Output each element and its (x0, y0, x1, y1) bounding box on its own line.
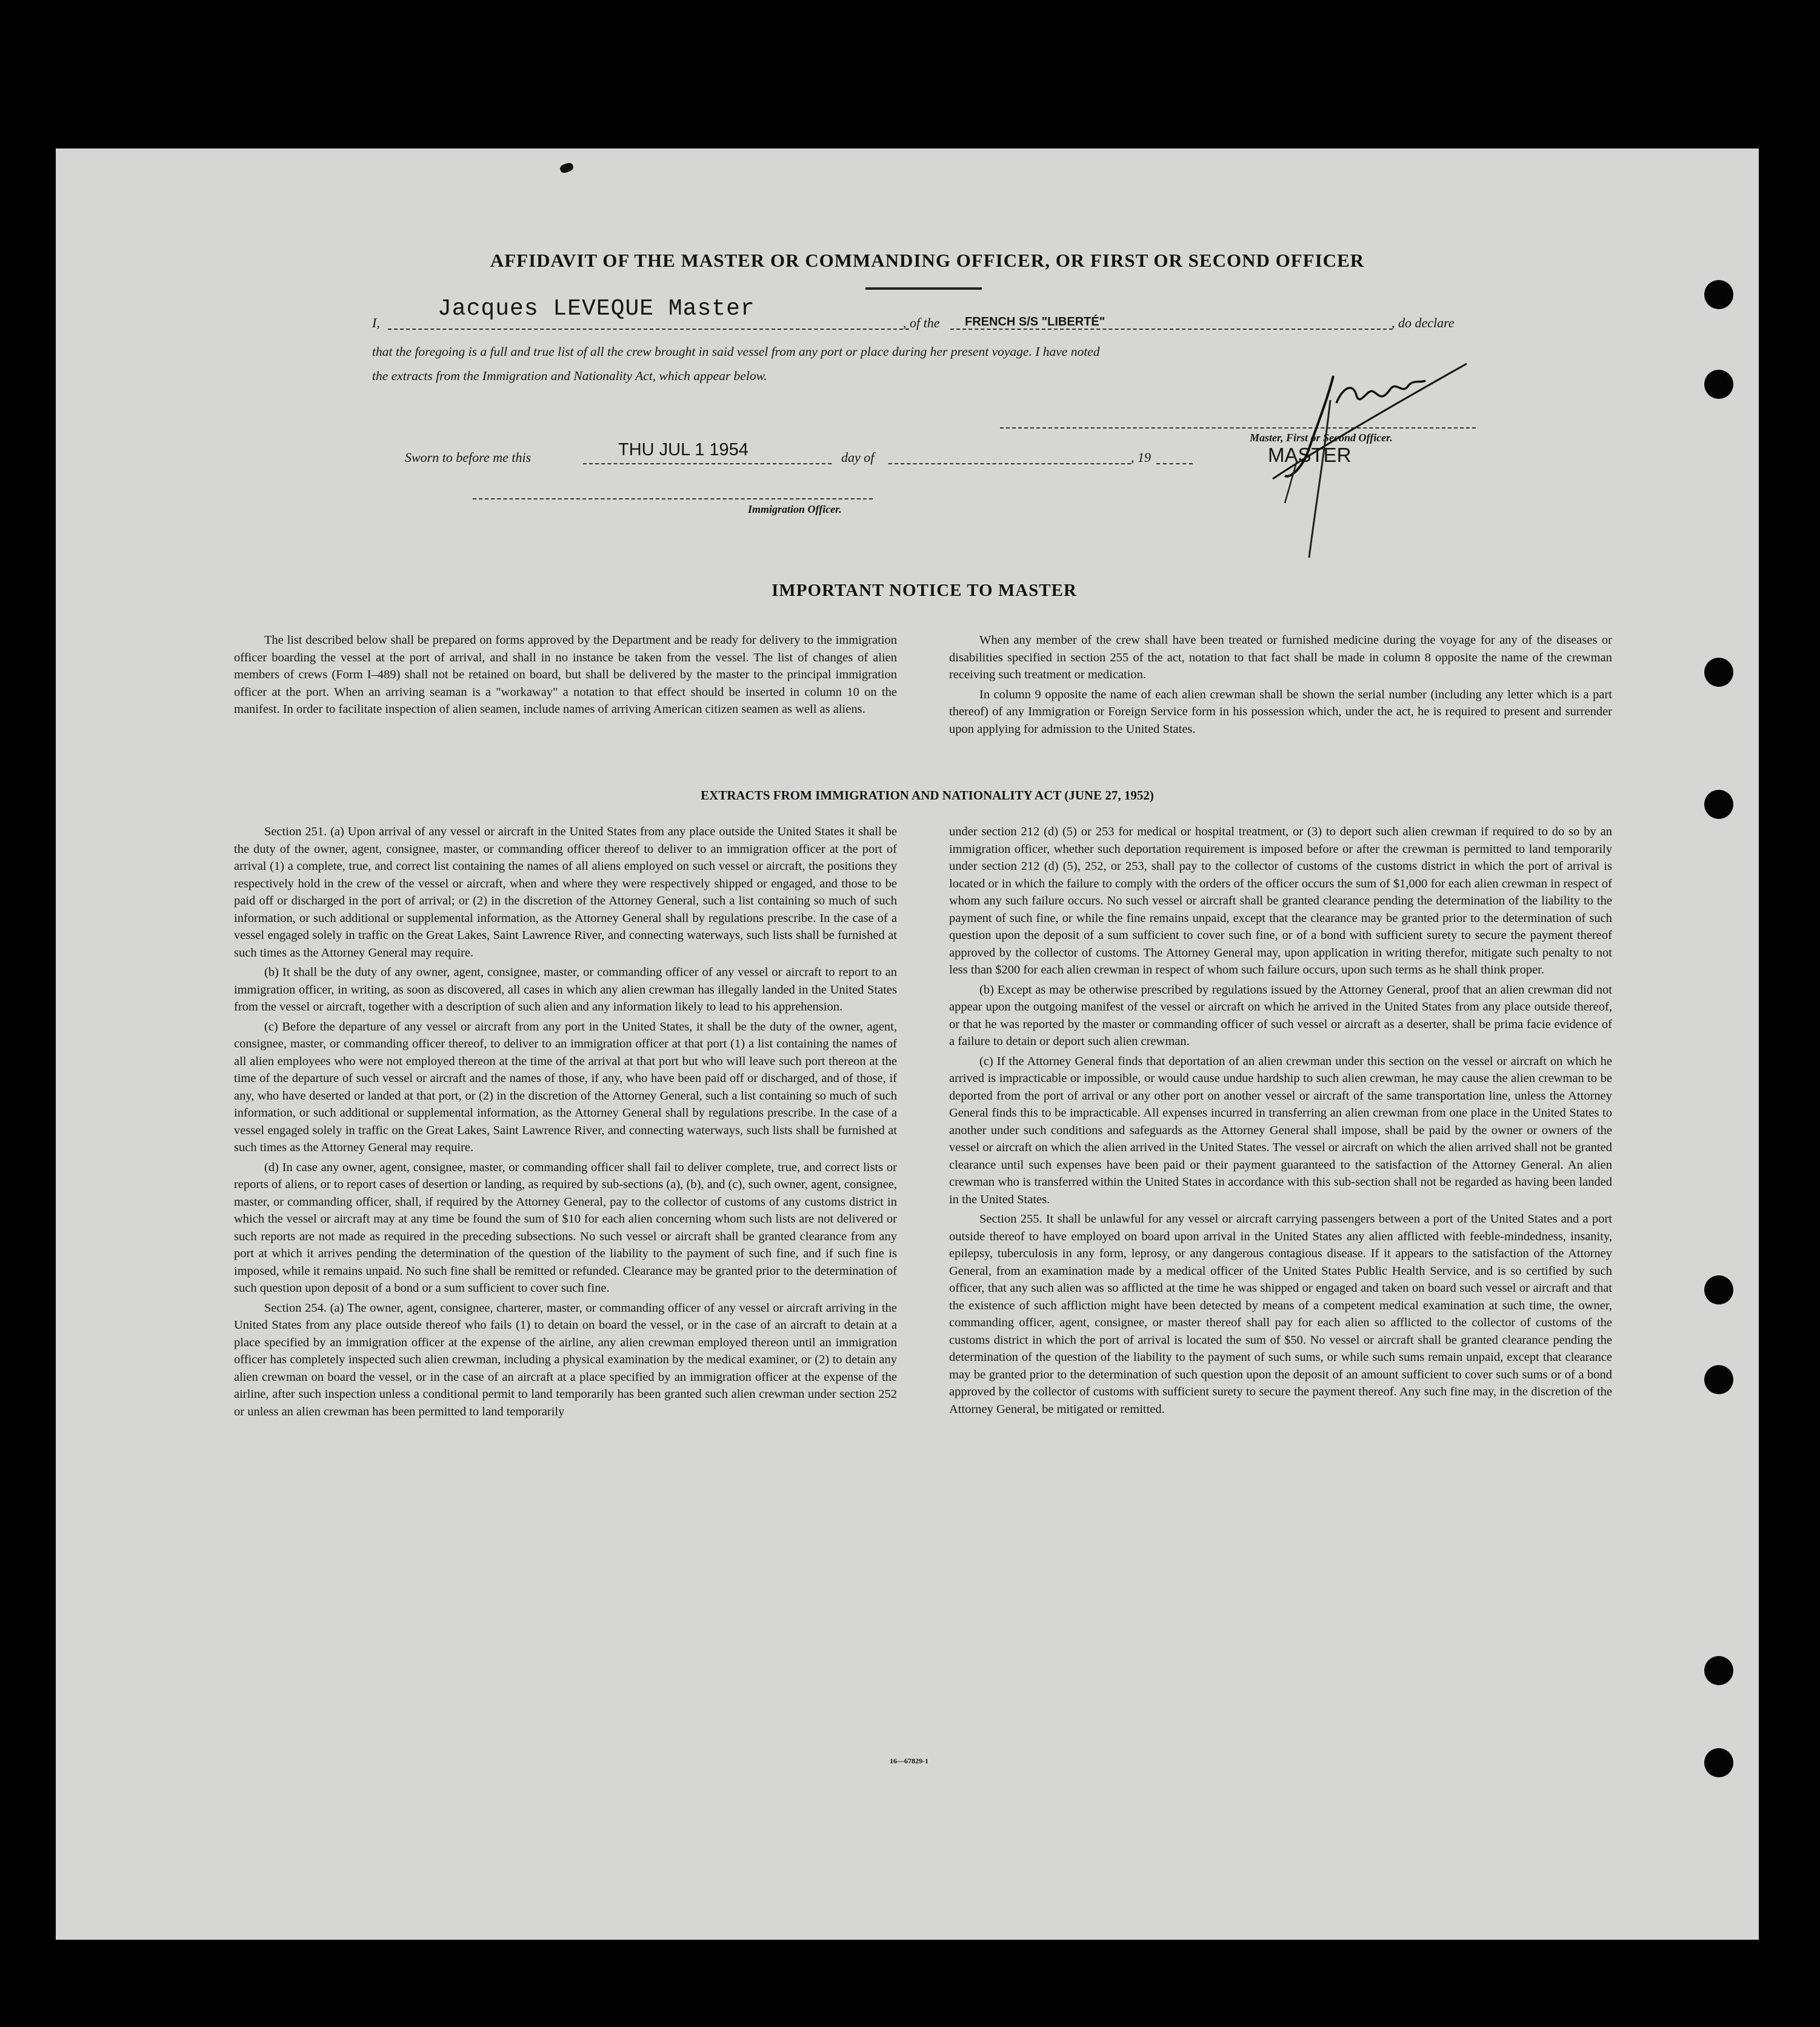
binder-hole (1704, 658, 1733, 687)
notice-paragraph: The list described below shall be prepared on forms approved by the Department and be ready for delivery to the immigration officer boarding the vessel at the port of arrival, and shall in no instance be taken from the vessel. The list of changes of alien members of crews (Form I–489) shall not be retained on board, but shall be delivered by the master to the principal immigration officer at the port. When an arriving seaman is a "workaway" a notation to that effect should be inserted in column 10 on the manifest. In order to facilitate inspection of alien seamen, include names of arriving American citizen seamen as well as aliens. (234, 633, 897, 716)
day-of-label: day of (841, 450, 875, 465)
immigration-officer-line (473, 498, 873, 499)
binder-hole (1704, 1275, 1733, 1304)
master-stamp: MASTER (1268, 444, 1352, 466)
master-name-typed: Jacques LEVEQUE Master (438, 296, 755, 322)
extracts-title: EXTRACTS FROM IMMIGRATION AND NATIONALITY ACT (JUNE 27, 1952) (701, 788, 1154, 803)
year-line (1156, 463, 1193, 464)
vessel-name-typed: FRENCH S/S "LIBERTÉ" (965, 315, 1105, 329)
notice-right-column (949, 632, 1612, 740)
sworn-date-stamp: THU JUL 1 1954 (618, 440, 748, 459)
section-paragraph: Section 251. (a) Upon arrival of any vessel or aircraft in the United States from any place outside the United States it shall be the duty of the owner, agent, consignee, master, or commanding officer thereof to deliver to an immigration officer at the port of arrival (1) a complete, true, and correct list containing the names of all aliens employed on such vessel or aircraft, the positions they respectively hold in the crew of the vessel or aircraft, when and where they were respectively shipped or engaged, and those to be paid off or discharged in the port of arrival; or (2) in the discretion of the Attorney General, such a list containing so much of such information, or such additional or supplemental information, as the Attorney General shall by regulations prescribe. In the case of a vessel engaged solely in traffic on the Great Lakes, Saint Lawrence River, and connecting waterways, such lists shall be furnished at such times as the Attorney General may require. (234, 825, 897, 960)
notice-left-column (234, 632, 897, 721)
year-label: , 19 (1131, 450, 1151, 465)
section-paragraph: Section 255. It shall be unlawful for any vessel or aircraft carrying passengers between a port of the United States and a port outside thereof to have employed on board upon arrival in the United States any alien afflicted with feeble-mindedness, insanity, epilepsy, tuberculosis in any form, leprosy, or any dangerous contagious disease. If it appears to the satisfaction of the Attorney General, from an examination made by a medical officer of the United States Public Health Service, and is so certified by such officer, that any such alien was so afflicted at the time he was shipped or engaged and taken on board such vessel or aircraft and that the existence of such affliction might have been detected by means of a competent medical examination at such time, the owner, commanding officer, agent, consignee, or master thereof shall pay for each alien so afflicted to the collector of customs of the customs district in which the port of arrival is located the sum of $50. No vessel or aircraft shall be granted clearance pending the determination of the question of the liability to the payment of such sums, or while such sums remain unpaid, except that clearance may be granted prior to the determination of such question upon the deposit of an amount sufficient to cover such sums or of a bond approved by the collector of customs with sufficient surety to secure the payment thereof. Any such fine may, in the discretion of the Attorney General, be mitigated or remitted. (949, 1212, 1612, 1416)
month-line (888, 463, 1131, 464)
notice-paragraph: In column 9 opposite the name of each alien crewman shall be shown the serial number (including any letter which is a part thereof) of any Immigration or Foreign Service form in his possession which, under the act, he is required to present and surrender upon applying for admission to the United States. (949, 687, 1612, 736)
section-paragraph: Section 254. (a) The owner, agent, consignee, charterer, master, or commanding officer of any vessel or aircraft arriving in the United States from any place outside thereof who fails (1) to detain on board the vessel, or in the case of an aircraft to detain at a place specified by an immigration officer at the expense of the airline, any alien crewman employed thereon until an immigration officer has completely inspected such alien crewman, including a physical examination by the medical examiner, or (2) to detain any alien crewman on board the vessel, or in the case of an aircraft at a place specified by an immigration officer at the expense of the airline, after such inspection unless a conditional permit to land temporarily has been granted such alien crewman under section 252 or unless an alien crewman has been permitted to land temporarily (234, 1301, 897, 1418)
section-paragraph: (b) Except as may be otherwise prescribed by regulations issued by the Attorney General, proof that an alien crewman did not appear upon the outgoing manifest of the vessel or aircraft on which he arrived in the United States from any place outside thereof, or that he was reported by the master or commanding officer of such vessel or aircraft as a deserter, shall be prima facie evidence of a failure to detain or deport such alien crewman. (949, 983, 1612, 1048)
handwritten-signature (1212, 352, 1491, 570)
section-paragraph: under section 212 (d) (5) or 253 for medical or hospital treatment, or (3) to deport such alien crewman if required to do so by an immigration officer, whether such deportation requirement is imposed before or after the crewman is permitted to land temporarily under section 212 (d) (5), 252, or 253, shall pay to the collector of customs of the customs district in which the port of arrival is located or in which the failure to comply with the orders of the officer occurs the sum of $1,000 for each alien crewman in respect of whom any such failure occurs. No such vessel or aircraft shall be granted clearance pending the determination of the liability to the payment of such fine, or while the fine remains unpaid, except that the clearance may be granted prior to the determination of such question upon the deposit of a sum sufficient to cover such fine, or of a bond with sufficient surety to secure the payment thereof approved by the collector of customs. The Attorney General may, upon application in writing therefor, mitigate such penalty to not less than $200 for each alien crewman in respect of whom such failure occurs, upon such terms as he shall think proper. (949, 825, 1612, 977)
statement-line-2: the extracts from the Immigration and Nationality Act, which appear below. (372, 369, 767, 383)
section-paragraph: (c) Before the departure of any vessel or aircraft from any port in the United States, it shall be the duty of the owner, agent, consignee, master, or commanding officer thereof, to deliver to an immigration officer at that port (1) a list containing the names of all alien employees who were not employed thereon at the time of the arrival at that port but who will leave such port thereon at the time of the departure of such vessel or aircraft and the names of those, if any, who have been paid off or discharged, and of those, if any, who have deserted or landed at that port, or (2) in the discretion of the Attorney General, such a list containing so much of such information, or such additional or supplemental information, as the Attorney General shall by regulations prescribe. In the case of a vessel engaged solely in traffic on the Great Lakes, Saint Lawrence River, and connecting waterways, such lists shall be furnished at such times as the Attorney General may require. (234, 1020, 897, 1154)
affidavit-title: AFFIDAVIT OF THE MASTER OR COMMANDING OFFICER, OR FIRST OR SECOND OFFICER (490, 250, 1365, 271)
notice-title: IMPORTANT NOTICE TO MASTER (772, 581, 1077, 600)
binder-hole (1704, 790, 1733, 819)
extracts-right-column (949, 823, 1612, 1420)
notice-paragraph: When any member of the crew shall have been treated or furnished medicine during the voyage for any of the diseases or disabilities specified in section 255 of the act, notation to that fact shall be made in column 8 opposite the name of the crewman receiving such treatment or medication. (949, 633, 1612, 681)
section-paragraph: (d) In case any owner, agent, consignee, master, or commanding officer shall fail to deliver complete, true, and correct lists or reports of aliens, or to report cases of desertion or landing, as required by sub-sections (a), (b), and (c), such owner, agent, consignee, master, or commanding officer, shall, if required by the Attorney General, pay to the collector of customs of any customs district in which the vessel or aircraft may at any time be found the sum of $10 for each alien concerning whom such lists are not delivered or such reports are not made as required in the preceding subsections. No such vessel or aircraft shall be granted clearance from any port at which it arrives pending the determination of the question of the liability to the payment of such fine, and if such fine is imposed, while it remains unpaid. No such fine shall be remitted or refunded. Clearance may be granted prior to the determination of such question upon deposit of a bond or a sum sufficient to cover such fine. (234, 1160, 897, 1295)
do-declare-label: , do declare (1392, 315, 1455, 330)
statement-line-1: that the foregoing is a full and true list of all the crew brought in said vessel from any port or place during her present voyage. I have noted (372, 344, 1100, 359)
binder-hole (1704, 1365, 1733, 1394)
name-line (388, 329, 909, 330)
title-rule (865, 287, 982, 290)
sworn-label: Sworn to before me this (405, 450, 532, 465)
section-paragraph: (b) It shall be the duty of any owner, agent, consignee, master, or commanding officer of any vessel or aircraft to report to an immigration officer, in writing, as soon as discovered, all cases in which any alien crewman has illegally landed in the United States from the vessel or aircraft, together with a description of such alien and any information likely to lead to his apprehension. (234, 966, 897, 1014)
form-number: 16—67829-1 (890, 1757, 928, 1765)
binder-hole (1704, 280, 1733, 309)
i-label: I, (372, 315, 380, 330)
extracts-left-column (234, 823, 897, 1423)
binder-hole (1704, 1656, 1733, 1685)
of-the-label: , of the (903, 315, 940, 330)
section-paragraph: (c) If the Attorney General finds that deportation of an alien crewman under this section on the vessel or aircraft on which he arrived is impracticable or impossible, or would cause undue hardship to such alien crewman, he may cause the alien crewman to be deported from the port of arrival or any other port on another vessel or aircraft of the same transportation line, unless the Attorney General finds this to be impracticable. All expenses incurred in transferring an alien crewman from one place in the United States to another under such conditions and safeguards as the Attorney General shall impose, shall be paid by the owner or owners of the vessel or aircraft on which the alien arrived in the United States. The vessel or aircraft on which the alien arrived shall not be granted clearance until such expenses have been paid or their payment guaranteed to the satisfaction of the Attorney General. An alien crewman who is transferred within the United States in accordance with this sub-section shall not be regarded as having been landed in the United States. (949, 1054, 1612, 1206)
sworn-date-line (583, 463, 832, 464)
master-officer-label: Master, First or Second Officer. (1250, 432, 1393, 444)
binder-hole (1704, 370, 1733, 399)
immigration-officer-label: Immigration Officer. (748, 503, 842, 515)
binder-hole (1704, 1748, 1733, 1777)
